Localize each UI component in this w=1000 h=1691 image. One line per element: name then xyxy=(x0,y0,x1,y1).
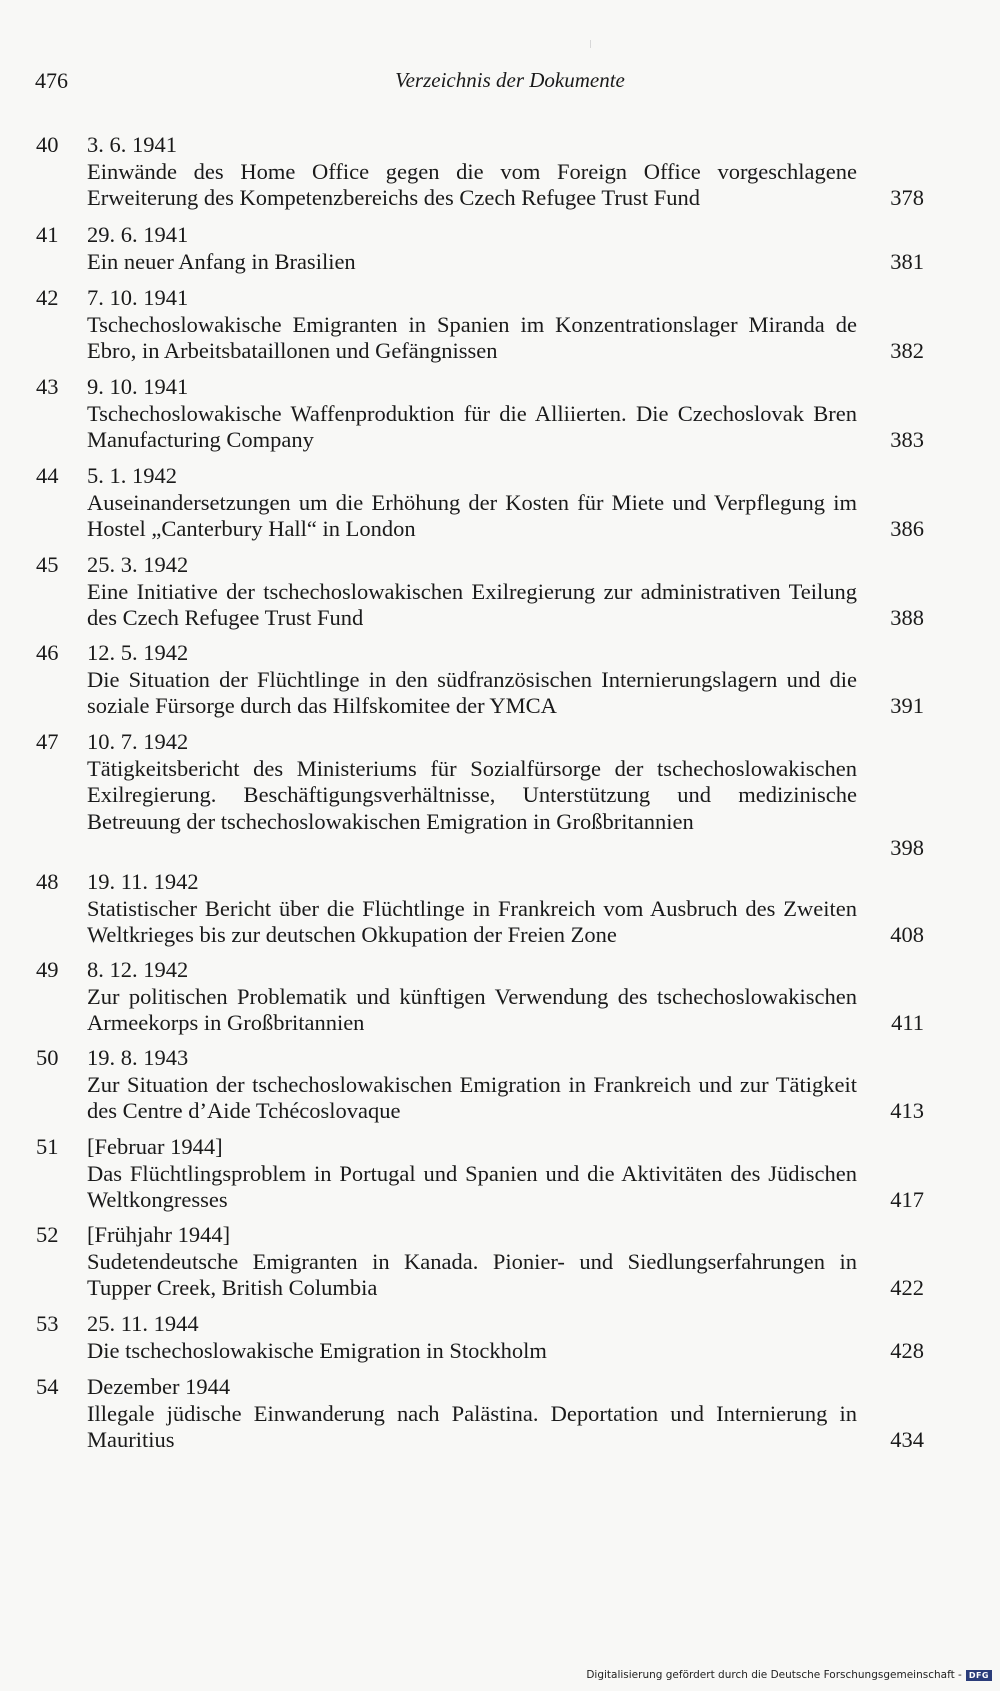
entry-number: 50 xyxy=(36,1045,59,1070)
entry-page-number: 408 xyxy=(890,922,924,947)
entry-date: 7. 10. 1941 xyxy=(87,285,189,310)
entry-number: 44 xyxy=(36,463,59,488)
entry-number: 49 xyxy=(36,957,59,982)
entry-date: [Frühjahr 1944] xyxy=(87,1222,231,1247)
entry-date: 9. 10. 1941 xyxy=(87,374,189,399)
entry-number: 54 xyxy=(36,1374,59,1399)
entry-title: Zur politischen Problematik und künftigen Verwendung des tschechoslowakischen Armeekorps in Großbritannien xyxy=(87,983,857,1035)
entry-number: 51 xyxy=(36,1134,59,1159)
entry-title: Zur Situation der tschechoslowakischen Emigration in Frankreich und zur Tätigkeit des Centre d’Aide Tchécoslovaque xyxy=(87,1071,857,1123)
entry-page-number: 382 xyxy=(890,338,924,363)
entry-date: 5. 1. 1942 xyxy=(87,463,177,488)
dfg-logo: DFG xyxy=(966,1670,992,1681)
entry-page-number: 428 xyxy=(890,1337,924,1363)
entry-page-number: 378 xyxy=(890,185,924,210)
entry-title: Tschechoslowakische Emigranten in Spanien im Konzentrationslager Miranda de Ebro, in Arbeitsbataillonen und Gefängnissen xyxy=(87,311,857,363)
entry-number: 52 xyxy=(36,1222,59,1247)
entry-number: 42 xyxy=(36,285,59,310)
entry-number: 53 xyxy=(36,1311,59,1336)
entry-title: Ein neuer Anfang in Brasilien xyxy=(87,248,356,274)
entry-title: Sudetendeutsche Emigranten in Kanada. Pionier- und Siedlungserfahrungen in Tupper Creek, British Columbia xyxy=(87,1248,857,1300)
entry-number: 46 xyxy=(36,640,59,665)
entry-page-number: 391 xyxy=(890,693,924,718)
entry-title: Statistischer Bericht über die Flüchtlinge in Frankreich vom Ausbruch des Zweiten Weltkrieges bis zur deutschen Okkupation der Freien Zone xyxy=(87,895,857,947)
scan-mark xyxy=(590,40,591,48)
entry-title: Die Situation der Flüchtlinge in den südfranzösischen Internierungslagern und die soziale Fürsorge durch das Hilfskomitee der YMCA xyxy=(87,666,857,718)
entry-page-number: 388 xyxy=(890,605,924,630)
entry-number: 43 xyxy=(36,374,59,399)
entry-date: 19. 11. 1942 xyxy=(87,869,199,894)
entry-page-number: 413 xyxy=(890,1098,924,1123)
entry-title: Eine Initiative der tschechoslowakischen Exilregierung zur administrativen Teilung des Czech Refugee Trust Fund xyxy=(87,578,857,630)
entry-title: Die tschechoslowakische Emigration in Stockholm xyxy=(87,1337,547,1363)
entry-page-number: 422 xyxy=(890,1275,924,1300)
entry-page-number: 398 xyxy=(890,835,924,860)
entry-number: 41 xyxy=(36,222,59,247)
entry-date: 3. 6. 1941 xyxy=(87,132,177,157)
page-number: 476 xyxy=(35,68,68,93)
entry-number: 47 xyxy=(36,729,59,754)
entry-date: 8. 12. 1942 xyxy=(87,957,189,982)
entry-date: 12. 5. 1942 xyxy=(87,640,189,665)
entry-date: Dezember 1944 xyxy=(87,1374,231,1399)
entry-date: 10. 7. 1942 xyxy=(87,729,189,754)
entry-title: Das Flüchtlingsproblem in Portugal und Spanien und die Aktivitäten des Jüdischen Weltkongresses xyxy=(87,1160,857,1212)
entry-page-number: 386 xyxy=(890,516,924,541)
entry-page-number: 434 xyxy=(890,1427,924,1452)
entry-title: Tschechoslowakische Waffenproduktion für die Alliierten. Die Czechoslovak Bren Manufacturing Company xyxy=(87,400,857,452)
entry-date: 29. 6. 1941 xyxy=(87,222,189,247)
entry-date: 19. 8. 1943 xyxy=(87,1045,189,1070)
entry-number: 40 xyxy=(36,132,59,157)
entry-date: 25. 11. 1944 xyxy=(87,1311,199,1336)
entry-date: [Februar 1944] xyxy=(87,1134,223,1159)
running-head: Verzeichnis der Dokumente xyxy=(395,68,625,92)
entry-title: Illegale jüdische Einwanderung nach Palästina. Deportation und Internierung in Mauritius xyxy=(87,1400,857,1452)
entry-title: Auseinandersetzungen um die Erhöhung der Kosten für Miete und Verpflegung im Hostel „Canterbury Hall“ in London xyxy=(87,489,857,541)
credit-text: Digitalisierung gefördert durch die Deutsche Forschungsgemeinschaft - xyxy=(586,1669,962,1681)
digitization-credit xyxy=(586,1669,992,1681)
entry-title: Tätigkeitsbericht des Ministeriums für Sozialfürsorge der tschechoslowakischen Exilregierung. Beschäftigungsverhältnisse, Unterstützung und medizinische Betreuung der tschechoslowakischen Emigration in Großbritannien xyxy=(87,755,857,834)
entry-page-number: 383 xyxy=(890,427,924,452)
entry-page-number: 411 xyxy=(891,1010,924,1035)
entry-number: 48 xyxy=(36,869,59,894)
entry-number: 45 xyxy=(36,552,59,577)
entry-page-number: 381 xyxy=(890,248,924,274)
entry-title: Einwände des Home Office gegen die vom Foreign Office vorgeschlagene Erweiterung des Kompetenzbereichs des Czech Refugee Trust Fund xyxy=(87,158,857,210)
entry-page-number: 417 xyxy=(890,1187,924,1212)
entry-date: 25. 3. 1942 xyxy=(87,552,189,577)
